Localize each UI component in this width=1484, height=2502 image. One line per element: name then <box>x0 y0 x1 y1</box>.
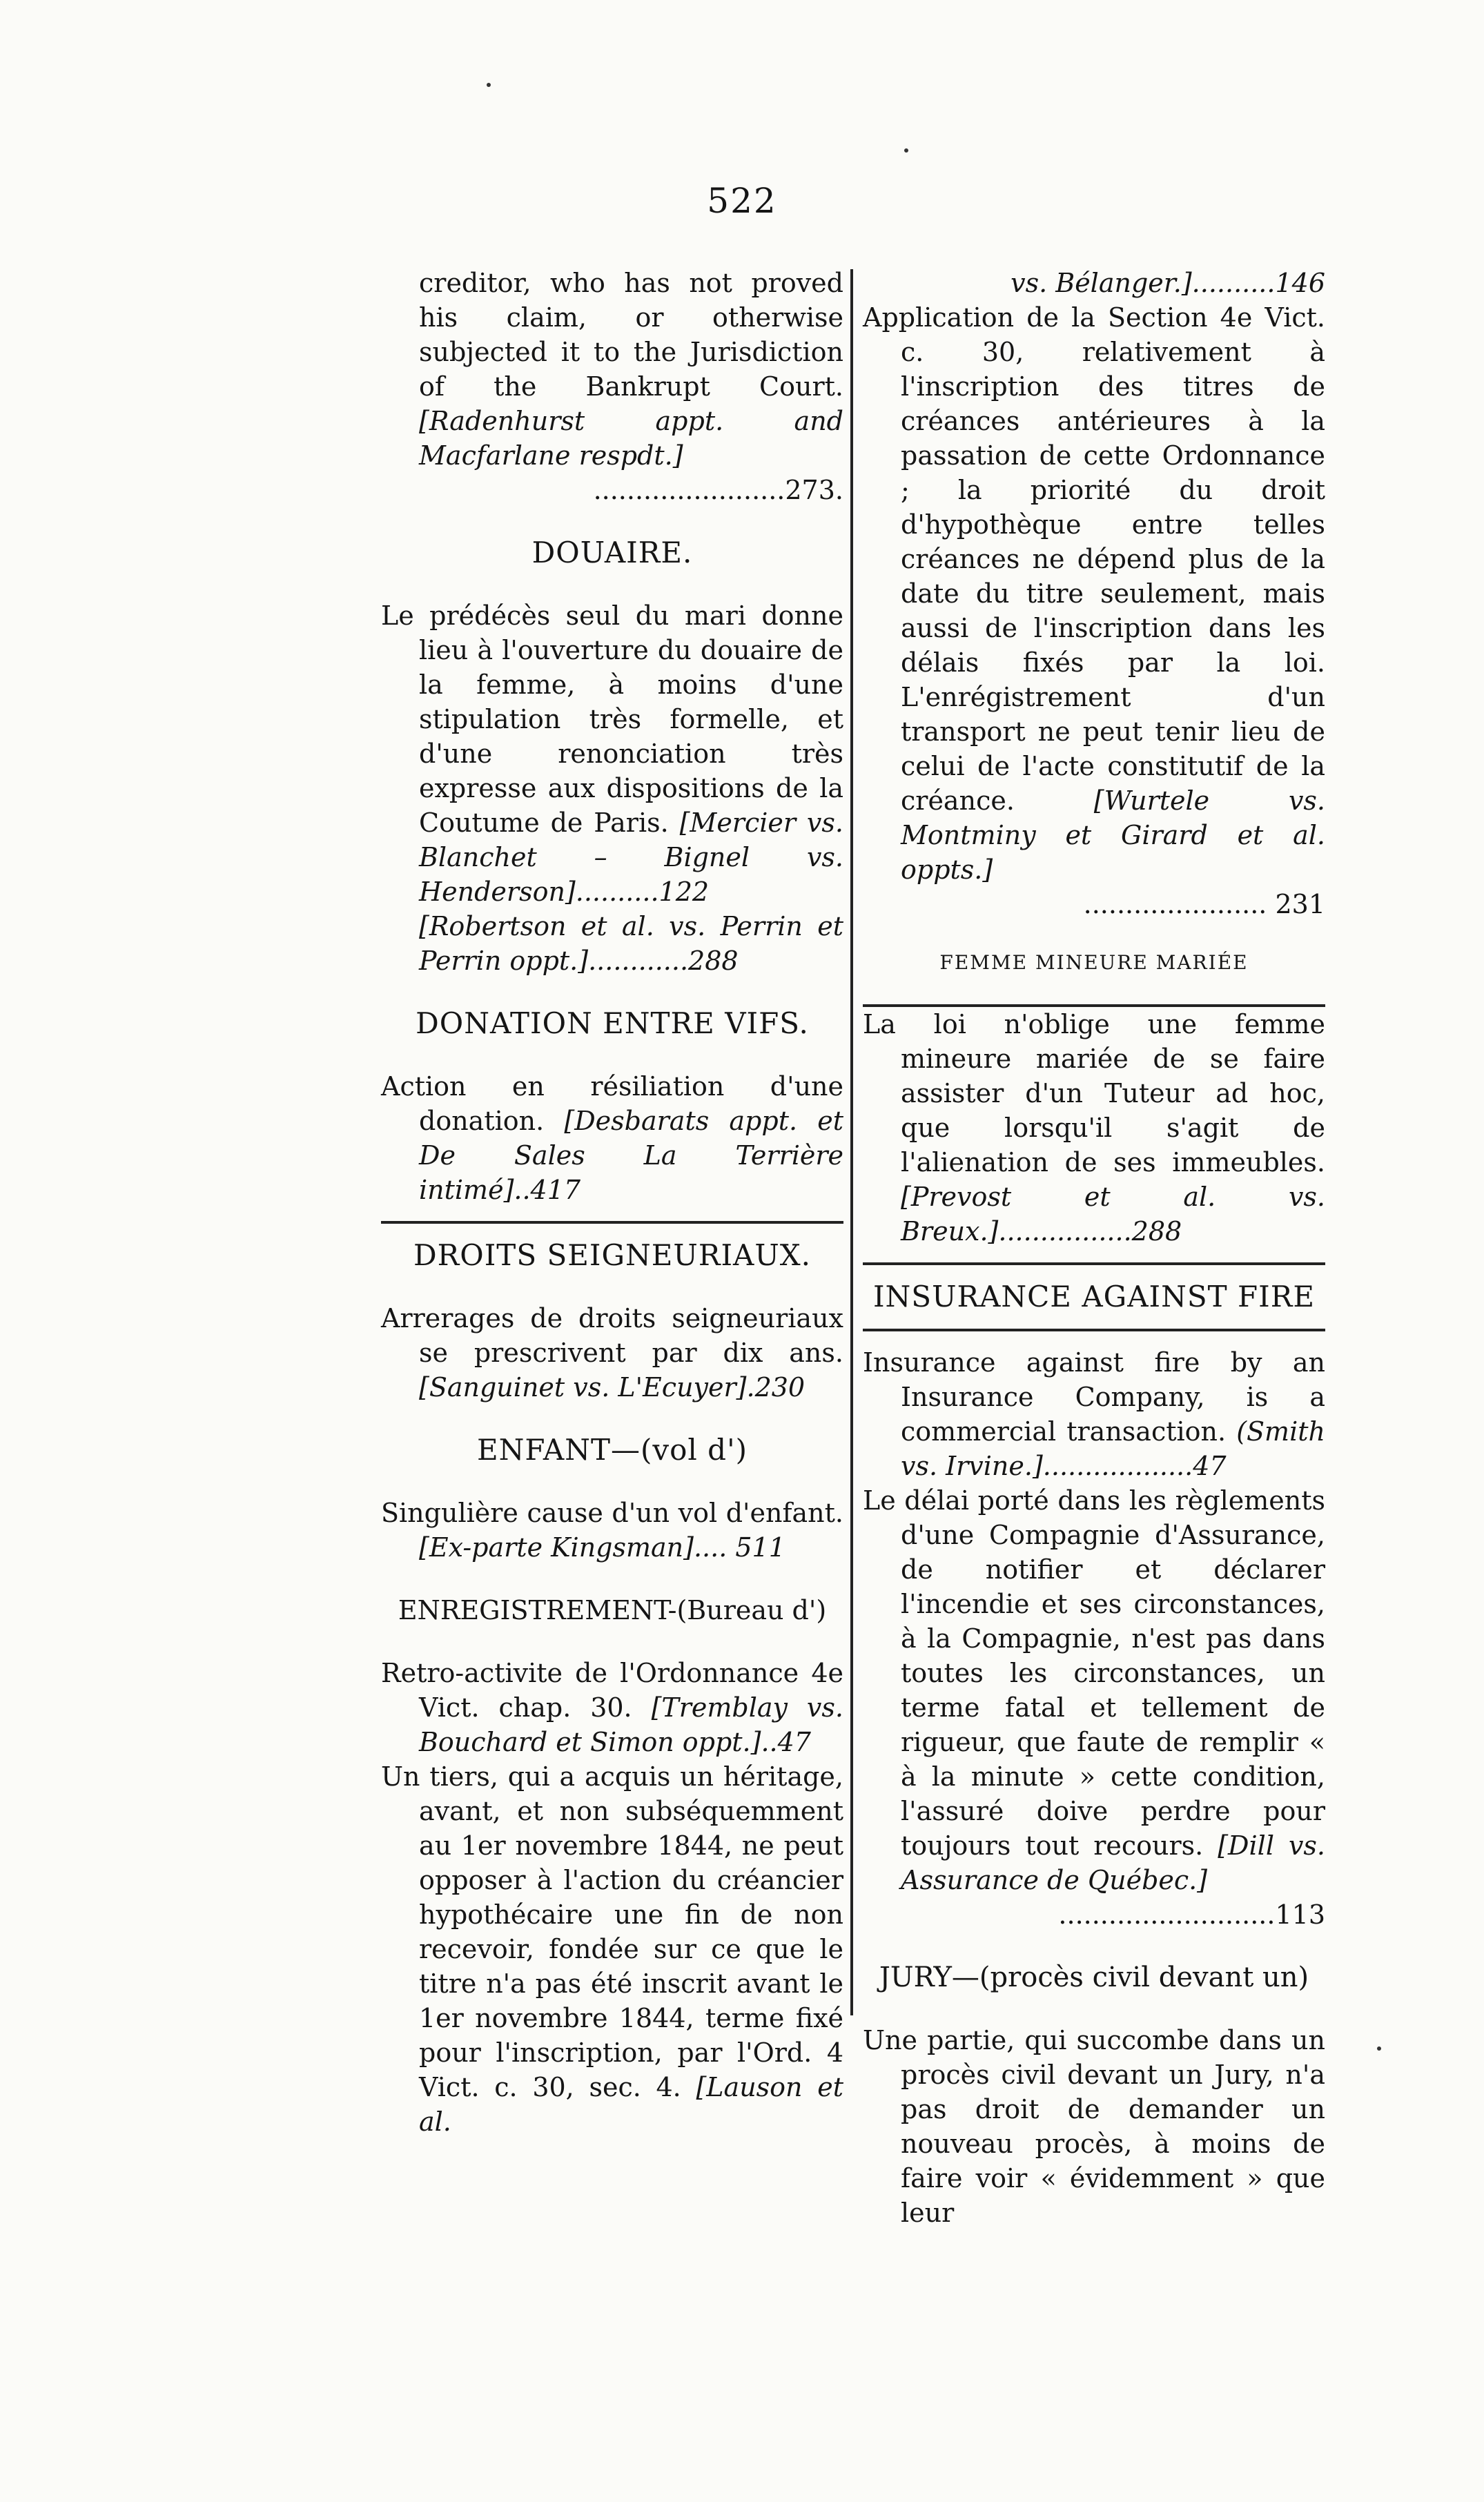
print-speck <box>487 83 491 87</box>
entry-body: Application de la Section 4e Vict. c. 30, relativement à l'inscription des titres de créances antérieures à la passation de cette Ordonnance ; la priorité du droit d'hypothèque entre telles créances ne dépend plus de la date du titre seulement, mais aussi de l'inscription dans les délais fixés par la loi. L'enrégistrement d'un transport ne peut tenir lieu de celui de l'acte constitutif de la créance. <box>863 302 1325 816</box>
entry-text <box>381 266 843 473</box>
left-column <box>381 266 843 2139</box>
case-reference: [Prevost et al. vs. Breux.]................288 <box>901 1182 1325 1247</box>
entry-text: Une partie, qui succombe dans un procès civil devant un Jury, n'a pas droit de demander un nouveau procès, à moins de faire voir « évidemment » que leur <box>863 2025 1325 2228</box>
entry-body: Retro-activite de l'Ordonnance 4e Vict. chap. 30. <box>381 1658 843 1723</box>
entry-text <box>863 1345 1325 1483</box>
entry-text <box>381 1496 843 1565</box>
case-reference: [Tremblay vs. Bouchard et Simon oppt.]..47 <box>419 1692 843 1757</box>
entry-body: Le délai porté dans les règlements d'une Compagnie d'Assurance, de notifier et déclarer l'incendie et ses circonstances, à la Compagnie, n'est pas dans toutes les circonstances, un terme fatal et tellement de rigueur, que faute de remplir « à la minute » cette condition, l'assuré doive perdre pour toujours tout recours. <box>863 1485 1325 1861</box>
print-speck <box>904 148 908 153</box>
case-reference: [Dill vs. Assurance de Québec.] <box>901 1830 1325 1895</box>
page-reference: ..........................113 <box>1058 1899 1325 1930</box>
entry-text <box>381 1656 843 1759</box>
entry-body: Action en résiliation d'une donation. <box>381 1071 843 1136</box>
entry-text <box>381 1069 843 1207</box>
case-reference: [Lauson et al. <box>419 2072 843 2137</box>
case-reference: [Sanguinet vs. L'Ecuyer].230 <box>419 1372 806 1403</box>
entry-text <box>863 1483 1325 1897</box>
entry-body: Arrerages de droits seigneuriaux se prescrivent par dix ans. <box>381 1303 843 1368</box>
section-heading-enregistrement: ENREGISTREMENT-(Bureau d') <box>398 1595 827 1625</box>
case-reference: [Wurtele vs. Montminy et Girard et al. oppts.] <box>901 785 1325 885</box>
entry-body: creditor, who has not proved his claim, or otherwise subjected it to the Jurisdiction of the Bankrupt Court. <box>419 268 843 402</box>
section-heading-enfant: ENFANT—(vol d') <box>477 1433 748 1467</box>
page-number: 522 <box>707 181 777 221</box>
case-reference: [Desbarats appt. et De Sales La Terrière intimé]..417 <box>419 1106 843 1205</box>
entry-body: Le prédécès seul du mari donne lieu à l'ouverture du douaire de la femme, à moins d'une stipulation très formelle, et d'une renonciation très expresse aux dispositions de la Coutume de Paris. <box>381 600 843 838</box>
entry-text <box>381 1759 843 2139</box>
section-heading-insurance: INSURANCE AGAINST FIRE <box>872 1280 1316 1313</box>
entry-body: Singulière cause d'un vol d'enfant. <box>381 1498 843 1528</box>
page-reference: .......................273. <box>593 475 843 505</box>
entry-text <box>381 1301 843 1405</box>
case-reference: [Robertson et al. vs. Perrin et Perrin oppt.]............288 <box>419 911 843 976</box>
section-heading-droits: DROITS SEIGNEURIAUX. <box>413 1238 812 1272</box>
section-heading-donation: DONATION ENTRE VIFS. <box>416 1006 809 1040</box>
print-speck <box>1377 2046 1381 2051</box>
section-heading-jury: JURY—(procès civil devant un) <box>879 1962 1309 1993</box>
case-reference: vs. Bélanger.]..........146 <box>1011 268 1325 298</box>
entry-text <box>381 598 843 978</box>
entry-text <box>863 1007 1325 1249</box>
entry-body: Un tiers, qui a acquis un héritage, avant, et non subséquemment au 1er novembre 1844, ne peut opposer à l'action du créancier hypothécaire une fin de non recevoir, fondée sur ce que le titre n'a pas été inscrit avant le 1er novembre 1844, terme fixé pour l'inscription, par l'Ord. 4 Vict. c. 30, sec. 4. <box>381 1761 843 2102</box>
section-heading-douaire: DOUAIRE. <box>531 536 693 569</box>
page-reference: ...................... 231 <box>1083 889 1325 919</box>
case-reference: [Ex-parte Kingsman].... 511 <box>419 1532 785 1563</box>
entry-text <box>863 300 1325 887</box>
entry-body: Insurance against fire by an Insurance Company, is a commercial transaction. <box>863 1347 1325 1447</box>
entry-body: La loi n'oblige une femme mineure mariée de se faire assister d'un Tuteur ad hoc, que lorsqu'il s'agit de l'alienation de ses immeubles. <box>863 1009 1325 1177</box>
case-reference: [Mercier vs. Blanchet – Bignel vs. Henderson]..........122 <box>419 808 843 907</box>
right-column <box>863 266 1325 2230</box>
column-divider <box>850 269 853 2015</box>
case-reference: [Radenhurst appt. and Macfarlane respdt.] <box>419 406 843 471</box>
case-reference: (Smith vs. Irvine.]..................47 <box>901 1416 1325 1481</box>
section-heading-femme: FEMME MINEURE MARIÉE <box>939 951 1249 974</box>
